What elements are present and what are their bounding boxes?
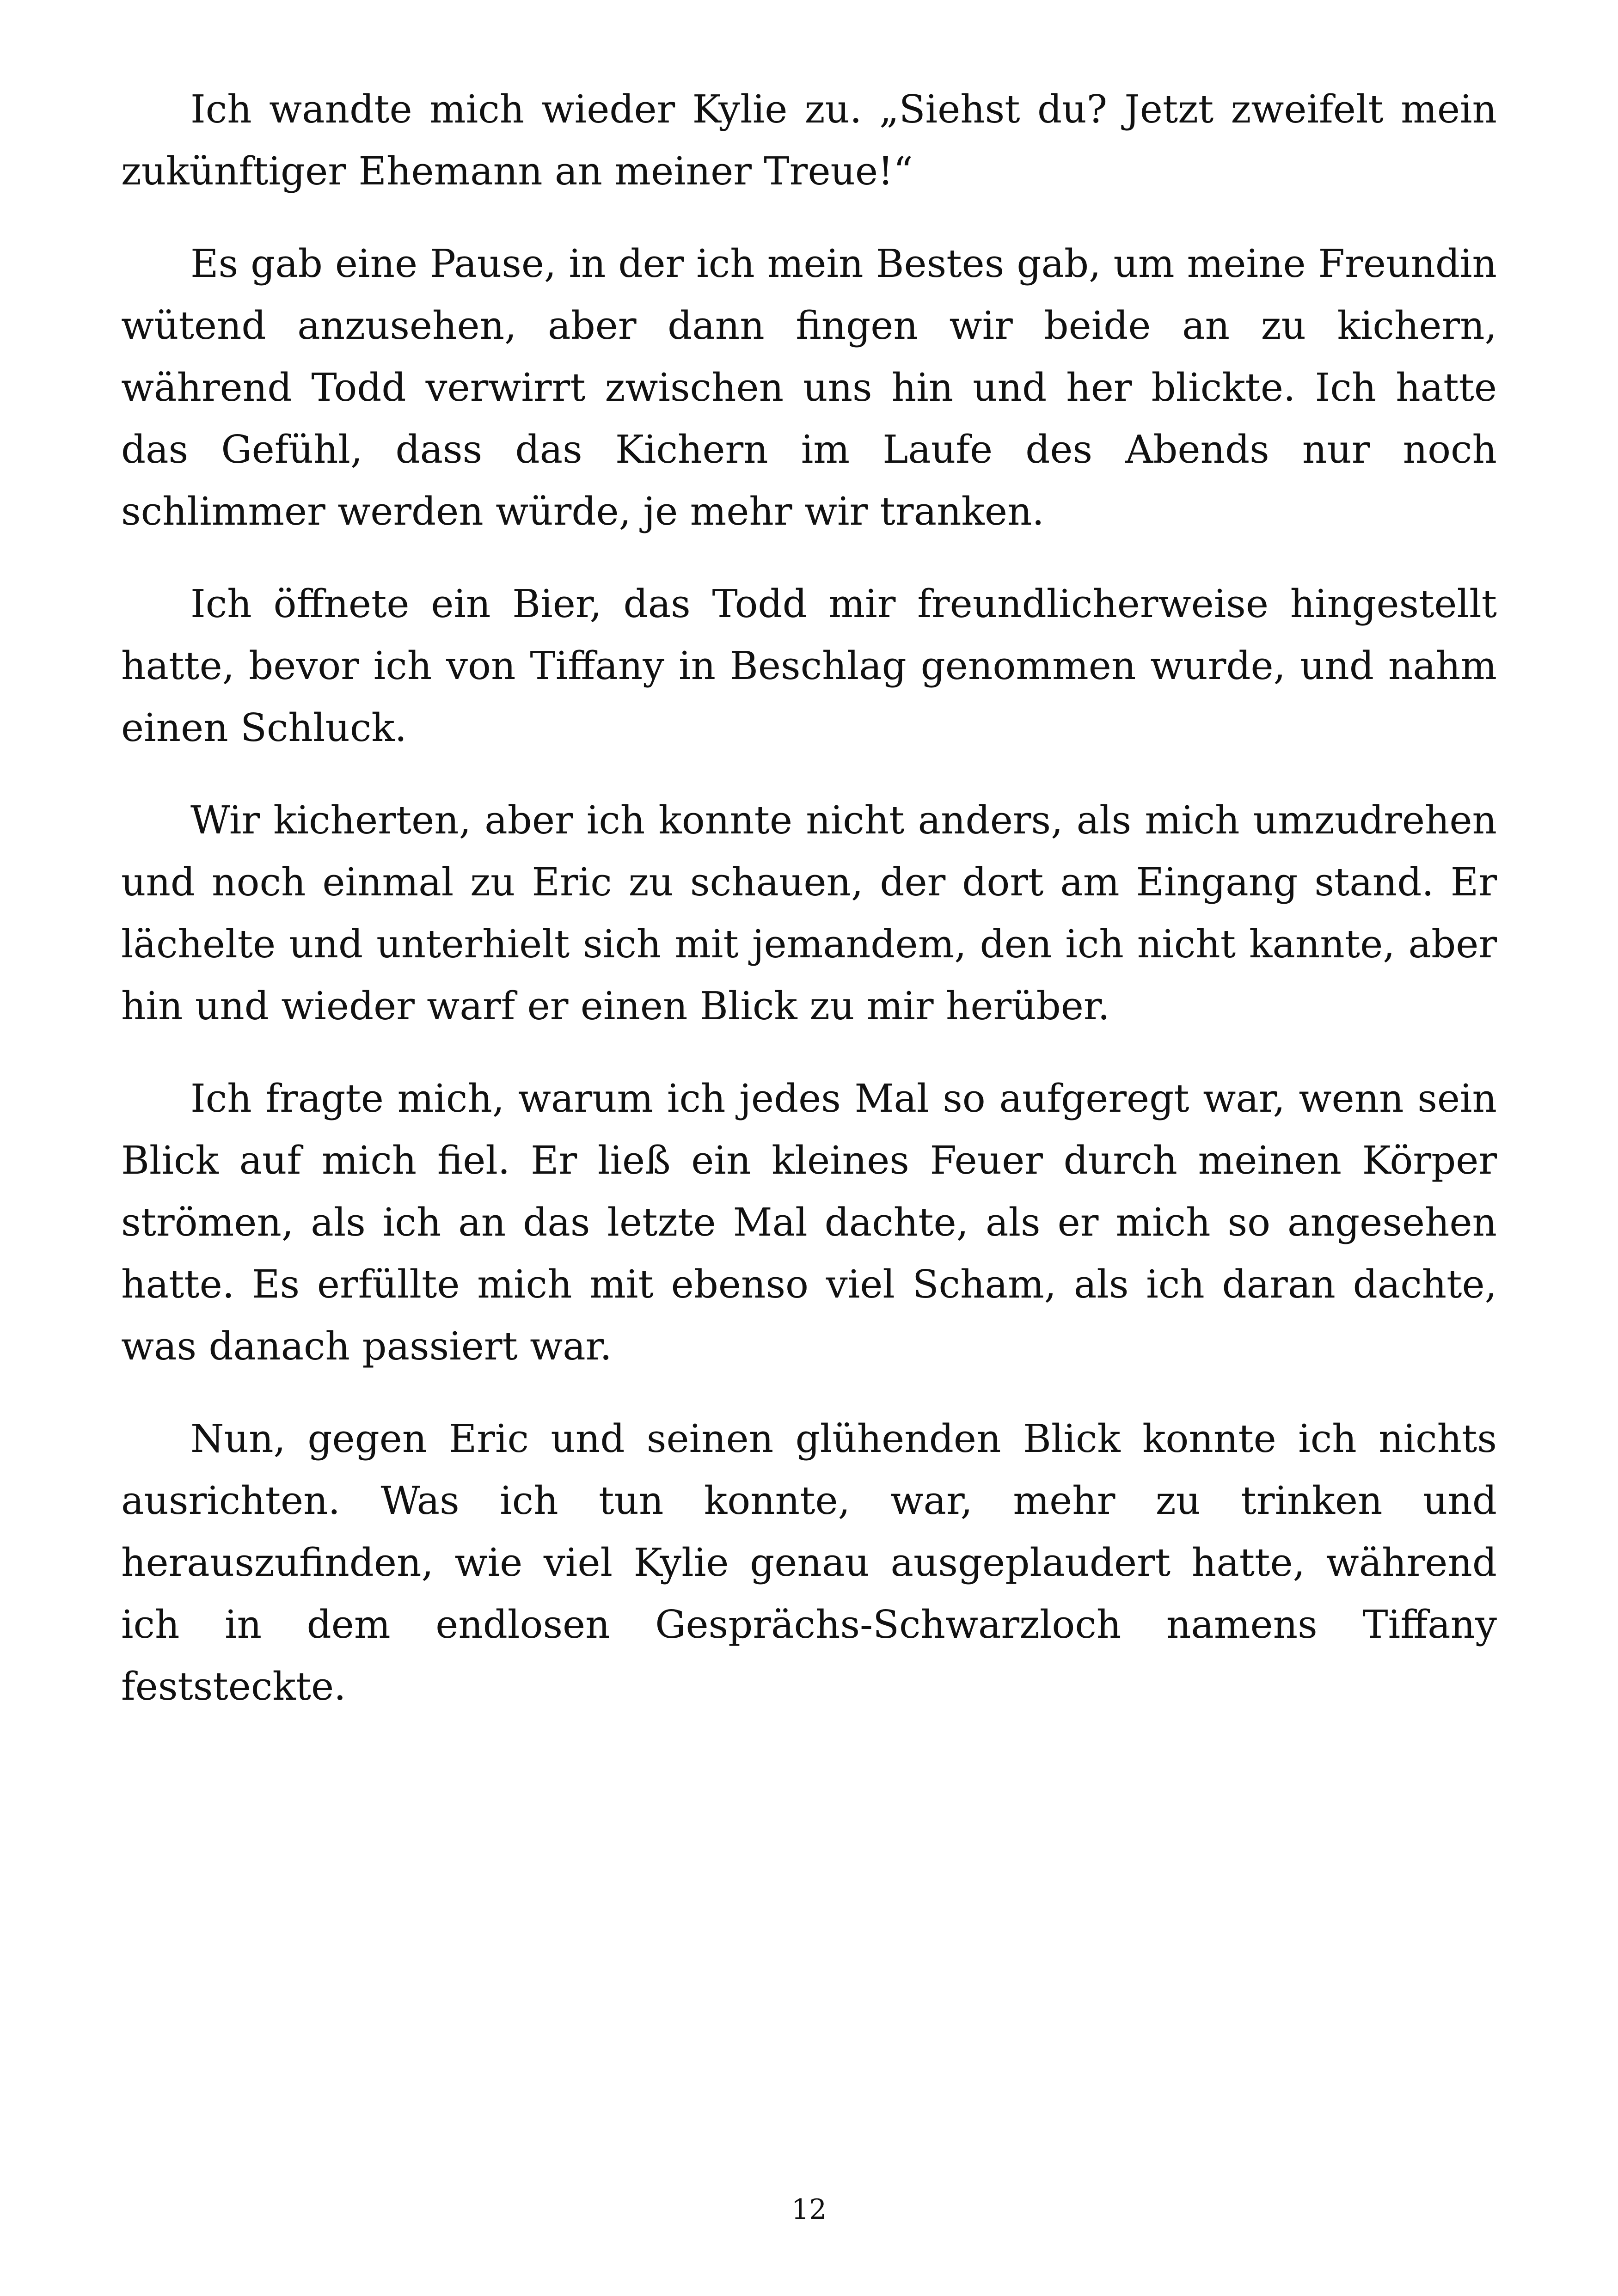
paragraph-6: Nun, gegen Eric und seinen glühenden Blick konnte ich nichts ausrichten. Was ich tun konnte, war, mehr zu trinken und herauszufinden, wie viel Kylie genau ausgeplaudert hatte, während ich in dem endlosen Gesprächs-Schwarzloch namens Tiffany feststeckte. (121, 1416, 1497, 1709)
page-number: 12 (791, 2193, 827, 2226)
paragraph-1: Ich wandte mich wieder Kylie zu. „Siehst du? Jetzt zweifelt mein zukünftiger Ehemann an meiner Treue!“ (121, 87, 1497, 194)
paragraph-4: Wir kicherten, aber ich konnte nicht anders, als mich umzudrehen und noch einmal zu Eric zu schauen, der dort am Eingang stand. Er lächelte und unterhielt sich mit jemandem, den ich nicht kannte, aber hin und wieder warf er einen Blick zu mir herüber. (121, 798, 1497, 1029)
body-text (121, 79, 1497, 1748)
paragraph-3: Ich öffnete ein Bier, das Todd mir freundlicherweise hingestellt hatte, bevor ich von Tiffany in Beschlag genommen wurde, und nahm einen Schluck. (121, 582, 1497, 750)
paragraph-5: Ich fragte mich, warum ich jedes Mal so aufgeregt war, wenn sein Blick auf mich fiel. Er ließ ein kleines Feuer durch meinen Körper strömen, als ich an das letzte Mal dachte, als er mich so angesehen hatte. Es erfüllte mich mit ebenso viel Scham, als ich daran dachte, was danach passiert war. (121, 1076, 1497, 1369)
paragraph-2: Es gab eine Pause, in der ich mein Bestes gab, um meine Freundin wütend anzusehen, aber dann fingen wir beide an zu kichern, während Todd verwirrt zwischen uns hin und her blickte. Ich hatte das Gefühl, dass das Kichern im Laufe des Abends nur noch schlimmer werden würde, je mehr wir tranken. (121, 241, 1497, 534)
